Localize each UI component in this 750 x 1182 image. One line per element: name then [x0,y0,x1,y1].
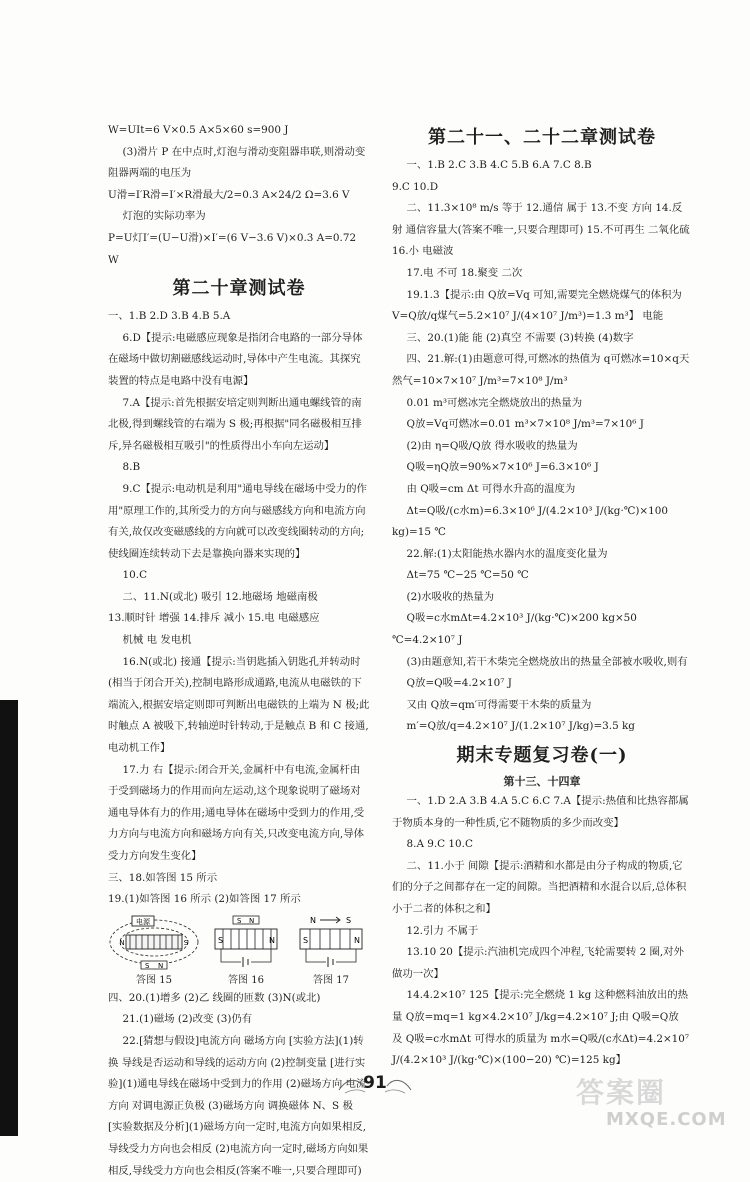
svg-text:N: N [249,916,255,925]
answer-line: 21.(1)磁场 (2)改变 (3)仍有 [122,1013,253,1026]
answer-line: W=UIt=6 V×0.5 A×5×60 s=900 J [108,124,289,136]
answer-line: 8.B [122,461,141,474]
svg-text:S: S [346,915,352,925]
answer-line: 一、1.B 2.C 3.B 4.C 5.B 6.A 7.C 8.B [406,159,592,171]
answer-line: 三、18.如答图 15 所示 [108,871,218,884]
answer-line: 四、20.(1)增多 (2)乙 线圈的匝数 (3)N(或北) [108,991,321,1004]
power-source-label: 电源 [136,917,150,926]
answer-line: Δt=Q吸/(c水m)=6.3×10⁶ J/(4.2×10³ J/(kg·℃)×100 kg)=15 ℃ [392,504,668,539]
answer-line: 由 Q吸=cm Δt 可得水升高的温度为 [406,482,576,495]
answer-line: 10.C [122,569,148,582]
svg-text:S: S [218,935,224,945]
svg-text:S: S [145,961,150,970]
binding-edge [0,700,18,1136]
answer-figures [108,914,370,988]
page-number-text: 91 [363,1073,387,1093]
answer-line: 0.01 m³可燃冰完全燃烧放出的热量为 [406,396,583,409]
answer-line: (3)由题意知,若干木柴完全燃烧放出的热量全部被水吸收,则有 [406,655,688,668]
answer-line: 9.C 10.D [392,180,439,193]
answer-line: 三、20.(1)能 能 (2)真空 不需要 (3)转换 (4)数字 [406,331,634,344]
answer-line: 14.4.2×10⁷ 125【提示:完全燃烧 1 kg 这种燃料油放出的热量 Q放=mq=1 kg×4.2×10⁷ J/kg=4.2×10⁷ J;由 Q吸=Q放 及 Q吸=c水mΔt 可得水的质量为 m水=Q吸/(c水Δt)=4.2×10⁷ J/(4.2×10³ J/(kg·℃)×(100−20) ℃)=125 kg】 [392,989,690,1067]
answer-line: Q放=Vq可燃冰=0.01 m³×7×10⁸ J/m³=7×10⁶ J [406,418,644,431]
left-column [108,120,370,1182]
solenoid-diagram-15 [108,914,200,972]
answer-line: 一、1.D 2.A 3.B 4.A 5.C 6.C 7.A【提示:热值和比热容都属于物质本身的一种性质,它不随物质的多少而改变】 [392,795,689,829]
answer-line: 22.[猜想与假设]电流方向 磁场方向 [实验方法](1)转换 导线是否运动和导线的运动方向 (2)控制变量 [进行实验](1)通电导线在磁场中受到力的作用 (2)磁场方向 电流方向 对调电源正负极 (3)磁场方向 调换磁体 N、S 极 [实验数据及分析](1)磁场方向一定时,电流方向如果相反,导线受力方向也会相反 (2)电流方向一定时,磁场方向如果相反,导线受力方向也会相反(答案不唯一,只要合理即可) [108,1034,369,1177]
section-title-ch20: 第二十章测试卷 [172,278,306,300]
right-block-1 [392,155,692,738]
section-title-final-review: 期末专题复习卷(一) [456,745,628,767]
watermark-logo: 答案圈 [576,1076,667,1109]
figure-15-caption: 答图 15 [136,974,172,986]
answer-line: m′=Q放/q=4.2×10⁷ J/(1.2×10⁷ J/kg)=3.5 kg [406,720,635,733]
right-block-2 [392,791,692,1072]
answer-line: 8.A 9.C 10.C [406,838,473,851]
answer-line: (2)由 η=Q吸/Q放 得水吸收的热量为 [406,439,578,452]
answer-line: 13.10 20【提示:汽油机完成四个冲程,飞轮需要转 2 圈,对外做功一次】 [392,946,684,980]
answer-line: (2)水吸收的热量为 [406,590,494,603]
svg-text:S: S [303,935,309,945]
answer-line: P=U灯I′=(U−U滑)×I′=(6 V−3.6 V)×0.3 A=0.72 W [108,231,357,266]
figure-15 [108,914,200,988]
answer-line: Q吸=ηQ放=90%×7×10⁶ J=6.3×10⁶ J [406,461,599,474]
answer-line: 17.电 不可 18.聚变 二次 [406,266,523,279]
left-block-3 [108,988,370,1182]
answer-line: U滑=I′R滑=I′×R滑最大/2=0.3 A×24/2 Ω=3.6 V [108,188,350,201]
watermark-url: MXQE.COM [606,1109,727,1130]
answer-line: 16.N(或北) 接通【提示:当钥匙插入钥匙孔并转动时(相当于闭合开关),控制电路形成通路,电流从电磁铁的下端流入,根据安培定则即可判断出电磁铁的上端为 N 极;此时触点 A 被吸下,转轴逆时针转动,于是触点 B 和 C 接通,电动机工作】 [108,655,370,755]
svg-text:N: N [310,915,316,925]
answer-line: 6.D【提示:电磁感应现象是指闭合电路的一部分导体在磁场中做切割磁感线运动时,导体中产生电流。其探究装置的特点是电路中没有电源】 [108,331,363,387]
right-column [392,120,692,1072]
answer-line: 二、11.小于 间隙【提示:酒精和水都是由分子构成的物质,它们的分子之间都存在一定的间隙。当把酒精和水混合以后,总体积小于二者的体积之和】 [392,859,687,915]
watermark [576,1076,746,1132]
figure-17-caption: 答图 17 [313,974,349,986]
svg-text:N: N [158,961,164,970]
answer-line: Q放=Q吸=4.2×10⁷ J [406,677,512,690]
answer-line: 二、11.3×10⁸ m/s 等于 12.通信 属于 13.不变 方向 14.反射 通信容量大(答案不唯一,只要合理即可) 15.不可再生 二氧化硫 16.小 电磁波 [392,202,690,258]
svg-text:N: N [269,935,275,945]
answer-line: (3)滑片 P 在中点时,灯泡与滑动变阻器串联,则滑动变阻器两端的电压为 [108,145,366,180]
solenoid-diagram-16 [207,914,285,972]
page-number [335,1068,415,1098]
answer-line: 又由 Q放=qm′可得需要干木柴的质量为 [406,698,592,711]
answer-line: 7.A【提示:首先根据安培定则判断出通电螺线管的南北极,得到螺线管的右端为 S 极;再根据"同名磁极相互排斥,异名磁极相互吸引"的性质得出小车向左运动】 [108,396,362,452]
svg-text:S: S [237,916,242,925]
answer-line: 机械 电 发电机 [122,634,192,647]
answer-line: 17.力 右【提示:闭合开关,金属杆中有电流,金属杆由于受到磁场力的作用而向左运动,这个现象说明了磁场对通电导体有力的作用;通电导体在磁场中受到力的作用,受力方向与电流方向和磁场方向有关,只改变电流方向,导体受力方向发生变化】 [108,763,365,862]
answer-line: 13.顺时针 增强 14.排斥 减小 15.电 电磁感应 [108,612,320,625]
answer-line: 二、11.N(或北) 吸引 12.地磁场 地磁南极 [122,590,318,603]
answer-line: Q吸=c水mΔt=4.2×10³ J/(kg·℃)×200 kg×50 ℃=4.2×10⁷ J [392,612,637,647]
figure-17 [292,914,370,988]
answer-line: 灯泡的实际功率为 [122,210,206,223]
svg-text:S: S [183,938,189,947]
answer-line: 一、1.B 2.D 3.B 4.B 5.A [108,310,231,323]
figure-16 [207,914,285,988]
subsection-ch13-14: 第十三、十四章 [503,775,581,789]
left-block-2 [108,306,370,911]
svg-text:N: N [119,938,125,947]
answer-line: 四、21.解:(1)由题意可得,可燃冰的热值为 q可燃冰=10×q天然气=10×7×10⁷ J/m³=7×10⁸ J/m³ [392,353,690,387]
figure-16-caption: 答图 16 [228,974,264,986]
section-title-ch21-22: 第二十一、二十二章测试卷 [428,127,656,148]
answer-line: 19.1.3【提示:由 Q放=Vq 可知,需要完全燃烧煤气的体积为 V=Q放/q煤气=5.2×10⁷ J/(4×10⁷ J/m³)=1.3 m³】 电能 [392,288,682,323]
solenoid-diagram-17 [292,914,370,972]
answer-line: 19.(1)如答图 16 所示 (2)如答图 17 所示 [108,893,301,906]
answer-line: 22.解:(1)太阳能热水器内水的温度变化量为 [406,547,608,560]
answer-line: 9.C【提示:电动机是利用"通电导线在磁场中受力的作用"原理工作的,其所受力的方向与磁感线方向和电流方向有关,故仅改变磁感线的方向就可以改变线圈转动的方向;使线圈连续转动下去是靠换向器来实现的】 [108,482,367,560]
answer-line: 12.引力 不属于 [406,924,479,937]
svg-text:N: N [354,935,360,945]
answer-line: Δt=75 ℃−25 ℃=50 ℃ [406,569,529,582]
left-block-1 [108,120,370,271]
